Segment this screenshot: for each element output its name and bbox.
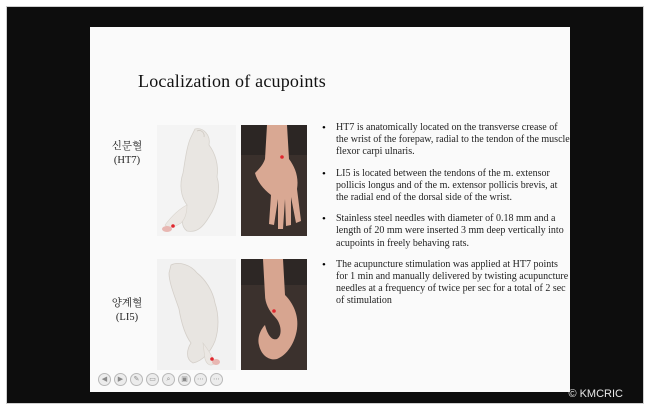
list-item <box>322 168 570 205</box>
acupoint-marker <box>171 224 175 228</box>
rat-forepaw-photo-li5 <box>157 259 236 370</box>
next-slide-icon[interactable]: ▶ <box>114 373 127 386</box>
copyright-watermark: © KMCRIC <box>568 388 623 400</box>
more-options-icon[interactable]: ⋯ <box>194 373 207 386</box>
acupoint-name-korean: 양계혈 <box>111 298 143 309</box>
human-wrist-photo-li5 <box>241 259 307 370</box>
list-item <box>322 213 570 250</box>
acupoint-code: (LI5) <box>115 312 139 323</box>
acupoint-marker <box>280 155 284 159</box>
bullet-dot: • <box>322 213 326 226</box>
list-item <box>322 259 570 308</box>
bullet-text: The acupuncture stimulation was applied at HT7 points for 1 min and manually delivered by twisting acupuncture needles at a frequency of twice per sec for a total of 2 sec of stimulation <box>336 258 569 307</box>
more-options-icon[interactable]: ⋯ <box>210 373 223 386</box>
slide-title: Localization of acupoints <box>138 71 326 91</box>
bullet-text: LI5 is located between the tendons of the m. extensor pollicis longus and of the m. extensor pollicis brevis, at the radial end of the dorsal side of the wrist. <box>336 167 558 204</box>
bullet-text: Stainless steel needles with diameter of 0.18 mm and a length of 20 mm were inserted 3 mm deep vertically into acupoints in freely behaving rats. <box>336 213 564 249</box>
bullet-dot: • <box>322 122 326 134</box>
acupoint-code: (HT7) <box>113 155 141 166</box>
bullet-dot: • <box>322 258 326 271</box>
acupoint-label-ht7 <box>102 140 152 168</box>
list-item <box>322 122 570 159</box>
slides-grid-icon[interactable]: ▭ <box>146 373 159 386</box>
acupoint-label-li5 <box>102 297 152 325</box>
bullet-list <box>322 122 570 317</box>
pen-icon[interactable]: ✎ <box>130 373 143 386</box>
video-frame <box>7 7 643 403</box>
presentation-slide <box>90 27 570 392</box>
prev-slide-icon[interactable]: ◀ <box>98 373 111 386</box>
acupoint-marker <box>210 357 214 361</box>
slideshow-toolbar <box>98 373 223 387</box>
zoom-icon[interactable]: ⌕ <box>162 373 175 386</box>
bullet-dot: • <box>322 167 326 180</box>
rat-forepaw-photo-ht7 <box>157 125 236 236</box>
human-wrist-photo-ht7 <box>241 125 307 236</box>
bullet-text: HT7 is anatomically located on the transverse crease of the wrist of the forepaw, radial to the tendon of the muscle flexor carpi ulnaris. <box>336 122 570 158</box>
screen-icon[interactable]: ▣ <box>178 373 191 386</box>
acupoint-name-korean: 신문혈 <box>111 141 143 152</box>
acupoint-marker <box>272 309 276 313</box>
